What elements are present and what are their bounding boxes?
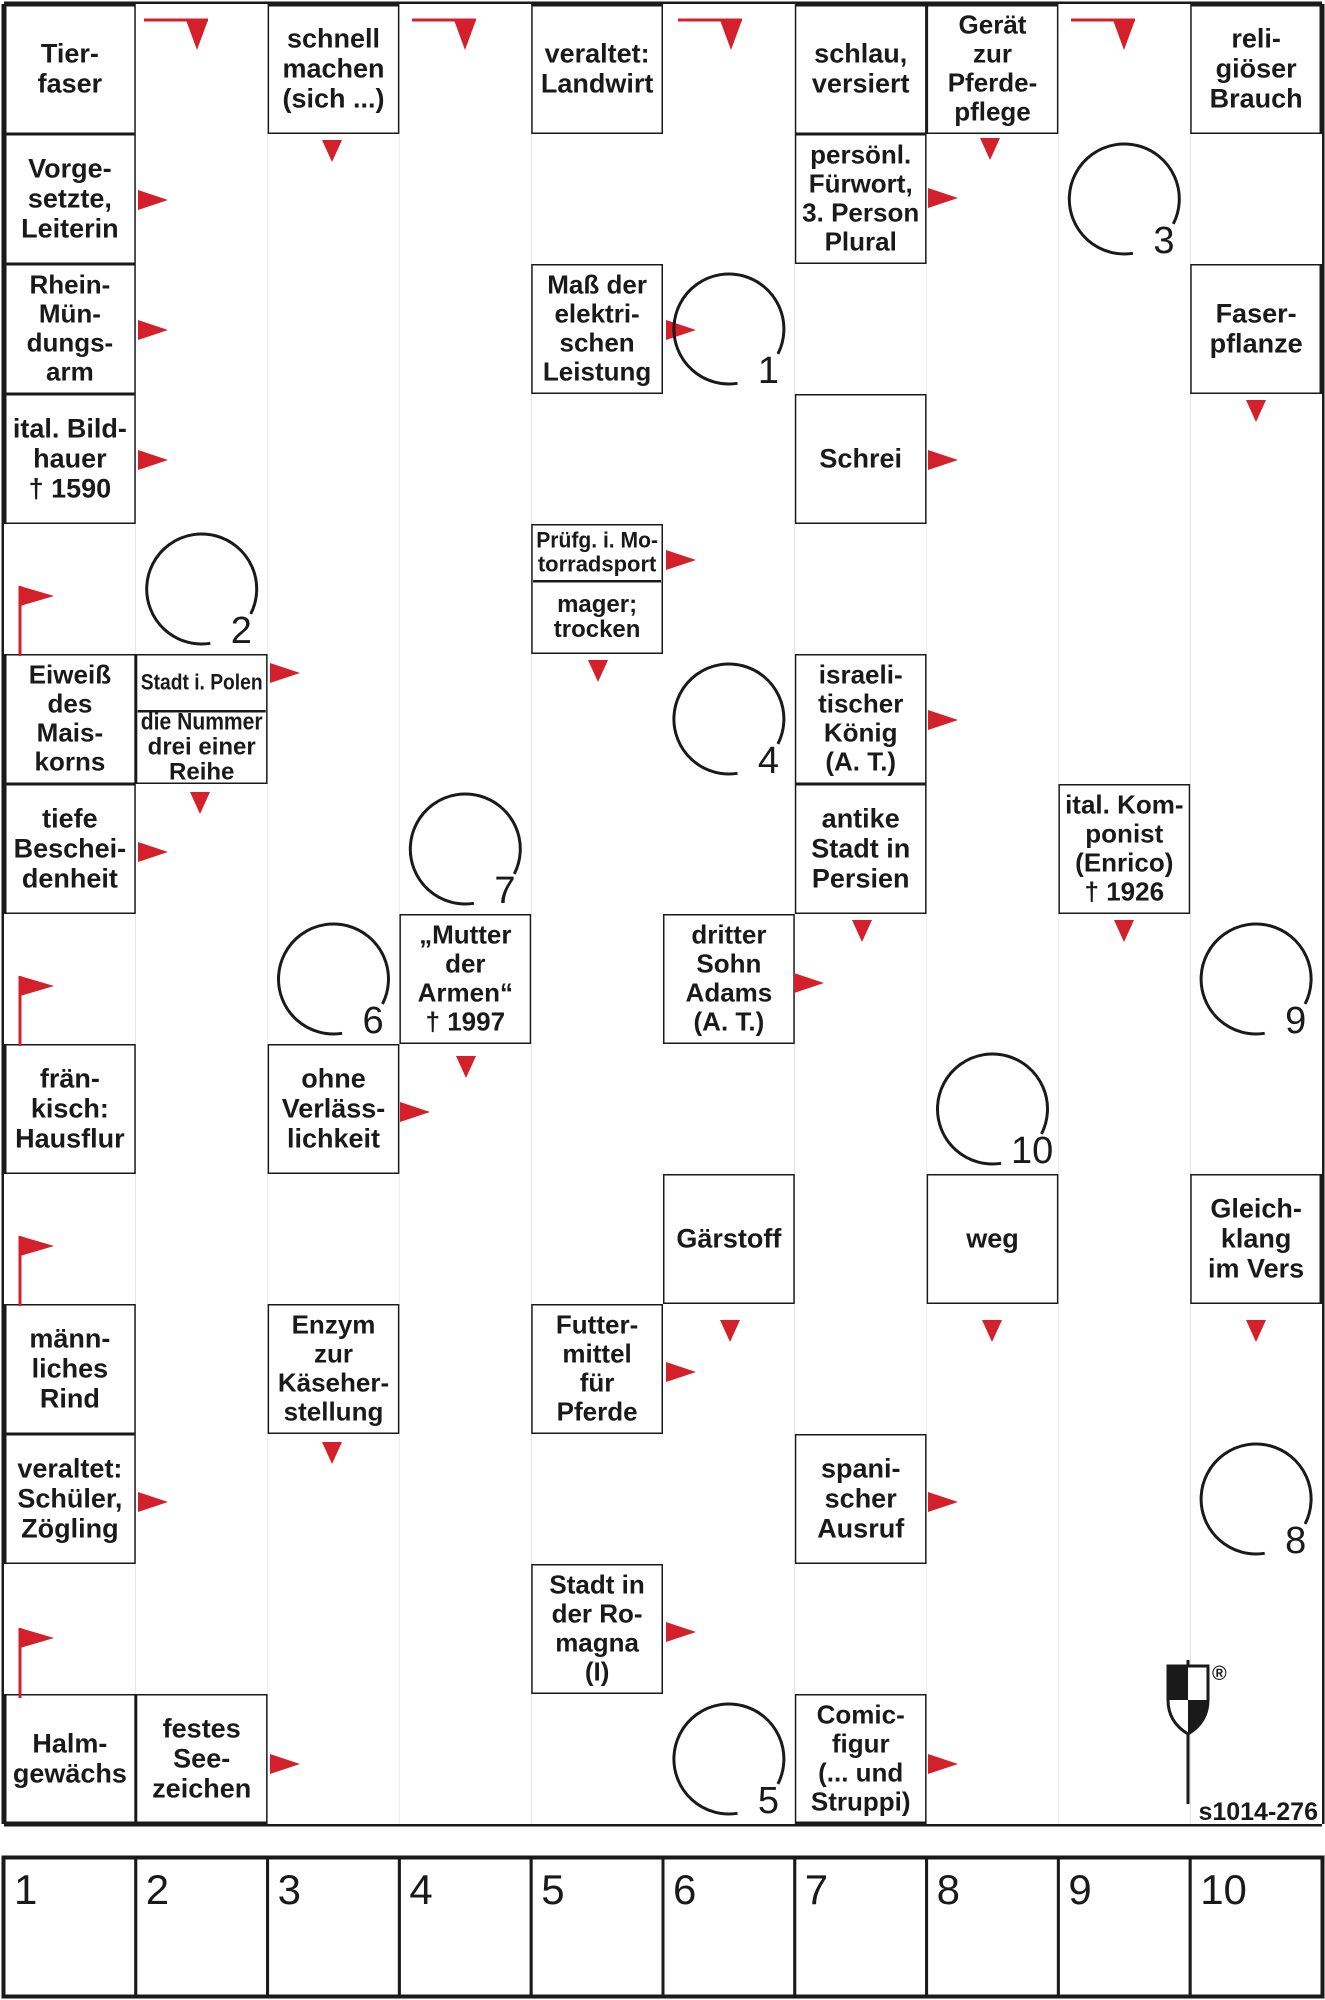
clue-text-line: ohne xyxy=(301,1063,366,1094)
answer-cell-r8-c6[interactable] xyxy=(795,1044,927,1174)
answer-cell-r12-c7[interactable] xyxy=(927,1564,1059,1694)
clue-text-line: versiert xyxy=(811,68,910,99)
clue-cell xyxy=(556,1310,638,1427)
solution-cell-number: 4 xyxy=(409,1866,433,1913)
clue-cell xyxy=(152,1713,251,1803)
answer-cell-r4-c3[interactable] xyxy=(399,524,531,654)
answer-cell-r13-c2[interactable] xyxy=(268,1694,400,1824)
clue-text-line: spani- xyxy=(820,1453,901,1484)
clue-text-line: Persien xyxy=(811,863,910,894)
answer-cell-r3-c3[interactable] xyxy=(399,394,531,524)
clue-text-line: pflege xyxy=(954,96,1031,127)
solution-cell-number: 3 xyxy=(277,1866,301,1913)
answer-cell-r11-c3[interactable] xyxy=(399,1434,531,1564)
clue-text-line: Futter- xyxy=(555,1309,639,1340)
clue-text-line: Halm- xyxy=(32,1728,108,1759)
clue-cell xyxy=(278,1310,389,1427)
solution-cell-number: 10 xyxy=(1200,1866,1247,1913)
answer-cell-r1-c9[interactable] xyxy=(1190,134,1322,264)
clue-text-line: (I) xyxy=(584,1656,610,1687)
clue-text-line: stellung xyxy=(283,1396,384,1427)
answer-cell-r12-c6[interactable] xyxy=(795,1564,927,1694)
clue-text-line: des xyxy=(47,688,93,719)
answer-cell-r6-c2[interactable] xyxy=(268,784,400,914)
answer-cell-r3-c8[interactable] xyxy=(1058,394,1190,524)
clue-text-line: Verläss- xyxy=(281,1093,386,1124)
answer-cell-r3-c5[interactable] xyxy=(663,394,795,524)
solution-circle-number: 2 xyxy=(230,609,252,652)
clue-text-line: Landwirt xyxy=(540,68,654,99)
clue-text-line: drei einer xyxy=(147,733,256,761)
clue-text-line: männ- xyxy=(29,1323,111,1354)
solution-cell-number: 7 xyxy=(804,1866,829,1913)
answer-cell-r5-c9[interactable] xyxy=(1190,654,1322,784)
answer-cell-r2-c6[interactable] xyxy=(795,264,927,394)
solution-circle-number: 6 xyxy=(362,999,384,1042)
clue-text-line: trocken xyxy=(553,616,641,644)
clue-cell xyxy=(29,1323,110,1413)
solution-cell-number: 8 xyxy=(936,1866,960,1913)
clue-cell xyxy=(1210,23,1303,113)
clue-text-line: (A. T.) xyxy=(825,746,897,777)
answer-cell-r2-c8[interactable] xyxy=(1058,264,1190,394)
answer-cell-r4-c6[interactable] xyxy=(795,524,927,654)
solution-cell-number: 2 xyxy=(145,1866,170,1913)
clue-cell xyxy=(29,660,111,777)
clue-text-line: Pferde- xyxy=(947,67,1038,98)
clue-text-line: persönl. xyxy=(810,139,912,170)
clue-cell xyxy=(541,38,654,98)
clue-text-line: Leistung xyxy=(542,356,652,387)
clue-text-line: ponist xyxy=(1085,818,1164,849)
answer-cell-r4-c5[interactable] xyxy=(663,524,795,654)
answer-cell-r6-c9[interactable] xyxy=(1190,784,1322,914)
clue-text-line: mager; xyxy=(557,591,638,619)
answer-cell-r5-c8[interactable] xyxy=(1058,654,1190,784)
clue-text-line: hauer xyxy=(33,443,107,474)
solution-circle-number: 5 xyxy=(757,1779,780,1822)
answer-cell-r11-c5[interactable] xyxy=(663,1434,795,1564)
clue-cell xyxy=(818,660,903,777)
answer-cell-r11-c8[interactable] xyxy=(1058,1434,1190,1564)
answer-cells xyxy=(4,4,1322,1824)
clue-text-line: liches xyxy=(31,1353,109,1384)
solution-circle-number: 10 xyxy=(1010,1129,1054,1172)
clue-text-line: Beschei- xyxy=(13,833,127,864)
clue-text-line: Stadt i. Polen xyxy=(140,669,263,695)
clue-text-line: Struppi) xyxy=(810,1786,911,1817)
answer-cell-r8-c1[interactable] xyxy=(136,1044,268,1174)
clue-text-line: Armen“ xyxy=(417,977,513,1008)
answer-cell-r13-c7[interactable] xyxy=(927,1694,1059,1824)
answer-cell-r4-c2[interactable] xyxy=(268,524,400,654)
clue-text-line: Leiterin xyxy=(21,213,119,244)
clue-text-line: Pferde xyxy=(556,1396,638,1427)
solution-cell-number: 1 xyxy=(14,1866,38,1913)
answer-cell-r9-c4[interactable] xyxy=(531,1174,663,1304)
clue-text-line: Käseher- xyxy=(277,1367,390,1398)
clue-cell xyxy=(812,38,910,98)
answer-cell-r1-c4[interactable] xyxy=(531,134,663,264)
clue-cell xyxy=(686,920,773,1037)
clue-text-line: See- xyxy=(173,1743,231,1774)
clue-text-line: zeichen xyxy=(152,1773,252,1804)
solution-row xyxy=(4,1858,1322,1996)
clue-text-line: denheit xyxy=(21,863,118,894)
solution-circle-number: 7 xyxy=(494,869,516,912)
answer-cell-r2-c3[interactable] xyxy=(399,264,531,394)
clue-cell xyxy=(138,709,266,786)
answer-cell-r2-c2[interactable] xyxy=(268,264,400,394)
answer-cell-r12-c1[interactable] xyxy=(136,1564,268,1694)
clue-text-line: Enzym xyxy=(291,1309,376,1340)
answer-cell-r12-c2[interactable] xyxy=(268,1564,400,1694)
clue-text-line: im Vers xyxy=(1208,1253,1305,1284)
answer-cell-r9-c3[interactable] xyxy=(399,1174,531,1304)
clue-cell xyxy=(811,803,910,893)
clue-text-line: schen xyxy=(559,327,635,358)
answer-cell-r4-c9[interactable] xyxy=(1190,524,1322,654)
clue-text-line: Mais- xyxy=(36,717,104,748)
clue-text-line: König xyxy=(823,717,898,748)
clue-text-line: giöser xyxy=(1215,53,1297,84)
clue-text-line: der xyxy=(445,948,486,979)
answer-cell-r3-c2[interactable] xyxy=(268,394,400,524)
answer-cell-r5-c3[interactable] xyxy=(399,654,531,784)
clue-text-line: † 1590 xyxy=(28,473,112,504)
clue-text-line: israeli- xyxy=(818,659,903,690)
solution-circle-number: 9 xyxy=(1285,999,1307,1042)
clue-text-line: Stadt in xyxy=(549,1569,645,1600)
clue-text-line: Maß der xyxy=(547,269,647,300)
clue-text-line: faser xyxy=(37,68,103,99)
clue-text-line: Gärstoff xyxy=(676,1223,782,1254)
clue-cell xyxy=(21,153,119,243)
clue-cell xyxy=(543,270,651,387)
clue-text-line: Prüfg. i. Mo- xyxy=(536,527,658,553)
clue-text-line: torradsport xyxy=(537,551,657,577)
clue-text-line: Faser- xyxy=(1215,298,1297,329)
answer-cell-r3-c4[interactable] xyxy=(531,394,663,524)
registered-mark: ® xyxy=(1212,1663,1227,1685)
clue-text-line: pflanze xyxy=(1209,328,1303,359)
clue-text-line: machen xyxy=(282,53,385,84)
answer-cell-r8-c9[interactable] xyxy=(1190,1044,1322,1174)
answer-cell-r12-c9[interactable] xyxy=(1190,1564,1322,1694)
clue-text-line: magna xyxy=(555,1627,640,1658)
answer-cell-r10-c3[interactable] xyxy=(399,1304,531,1434)
answer-cell-r12-c3[interactable] xyxy=(399,1564,531,1694)
clue-cell xyxy=(27,270,114,387)
clue-cell xyxy=(965,1223,1019,1253)
solution-circle-number: 1 xyxy=(757,349,780,392)
clue-cell xyxy=(282,1063,386,1153)
clue-cell xyxy=(549,1570,644,1687)
clue-cell xyxy=(1065,790,1183,907)
answer-cell-r4-c8[interactable] xyxy=(1058,524,1190,654)
answer-cell-r8-c8[interactable] xyxy=(1058,1044,1190,1174)
answer-cell-r10-c6[interactable] xyxy=(795,1304,927,1434)
clue-text-line: gewächs xyxy=(12,1758,127,1789)
answer-cell-r12-c0[interactable] xyxy=(4,1564,136,1694)
clue-text-line: † 1997 xyxy=(425,1006,506,1037)
solution-cell-number: 9 xyxy=(1068,1866,1092,1913)
clue-text-line: zur xyxy=(314,1338,353,1369)
clue-text-line: (sich ...) xyxy=(282,83,385,114)
clue-text-line: schnell xyxy=(286,23,381,54)
answer-cell-r1-c5[interactable] xyxy=(663,134,795,264)
clue-cell xyxy=(38,38,103,98)
answer-cell-r8-c5[interactable] xyxy=(663,1044,795,1174)
clue-cell xyxy=(948,10,1038,127)
clue-text-line: figur xyxy=(831,1728,890,1759)
clue-text-line: Schüler, xyxy=(17,1483,123,1514)
answer-cell-r10-c8[interactable] xyxy=(1058,1304,1190,1434)
clue-text-line: weg xyxy=(966,1223,1019,1254)
clue-text-line: dritter xyxy=(691,919,767,950)
clue-text-line: Rhein- xyxy=(29,269,111,300)
answer-cell-r6-c7[interactable] xyxy=(927,784,1059,914)
solution-circle-number: 8 xyxy=(1285,1519,1307,1562)
clue-text-line: ital. Kom- xyxy=(1065,789,1184,820)
clue-text-line: tischer xyxy=(818,688,904,719)
puzzle-code: s1014-276 xyxy=(1198,1798,1318,1826)
clue-text-line: der Ro- xyxy=(551,1598,643,1629)
clue-text-line: festes xyxy=(162,1713,241,1744)
answer-cell-r6-c4[interactable] xyxy=(531,784,663,914)
clue-cell xyxy=(676,1223,782,1253)
clue-text-line: Ausruf xyxy=(817,1513,905,1544)
clue-text-line: die Nummer xyxy=(140,708,263,736)
clue-cell xyxy=(13,413,127,503)
clue-text-line: zur xyxy=(973,38,1012,69)
answer-cell-r10-c1[interactable] xyxy=(136,1304,268,1434)
clue-text-line: Brauch xyxy=(1209,83,1303,114)
clue-text-line: Gleich- xyxy=(1210,1193,1302,1224)
clue-text-line: dungs- xyxy=(26,327,114,358)
answer-cell-r9-c8[interactable] xyxy=(1058,1174,1190,1304)
clue-cell xyxy=(13,1728,127,1788)
answer-cell-r7-c1[interactable] xyxy=(136,914,268,1044)
clue-text-line: Sohn xyxy=(696,948,762,979)
clue-text-line: Tier- xyxy=(40,38,99,69)
clue-text-line: (Enrico) xyxy=(1075,847,1174,878)
answer-cell-r13-c3[interactable] xyxy=(399,1694,531,1824)
clue-text-line: Mün- xyxy=(38,298,101,329)
clue-text-line: korns xyxy=(34,746,106,777)
solution-circle-number: 4 xyxy=(757,739,780,782)
clue-text-line: ital. Bild- xyxy=(12,413,127,444)
answer-cell-r4-c7[interactable] xyxy=(927,524,1059,654)
clue-text-line: arm xyxy=(46,356,94,387)
clue-text-line: reli- xyxy=(1231,23,1281,54)
solution-cell-number: 5 xyxy=(541,1866,565,1913)
clue-text-line: Vorge- xyxy=(28,153,112,184)
clue-text-line: veraltet: xyxy=(544,38,650,69)
clue-text-line: antike xyxy=(821,803,900,834)
answer-cell-r6-c5[interactable] xyxy=(663,784,795,914)
clue-cell xyxy=(802,140,919,257)
clue-text-line: frän- xyxy=(39,1063,100,1094)
clue-cell xyxy=(819,443,902,473)
clue-text-line: Schrei xyxy=(819,443,902,474)
clue-cell xyxy=(138,669,266,711)
clue-cell xyxy=(15,1063,125,1153)
clue-text-line: kisch: xyxy=(30,1093,109,1124)
answer-cell-r2-c7[interactable] xyxy=(927,264,1059,394)
clue-text-line: elektri- xyxy=(554,298,640,329)
clue-text-line: Fürwort, xyxy=(808,168,913,199)
answer-cell-r13-c4[interactable] xyxy=(531,1694,663,1824)
answer-cell-r9-c2[interactable] xyxy=(268,1174,400,1304)
clue-cell xyxy=(14,803,127,893)
clue-text-line: (A. T.) xyxy=(693,1006,765,1037)
clue-text-line: mittel xyxy=(562,1338,632,1369)
answer-cell-r7-c4[interactable] xyxy=(531,914,663,1044)
answer-cell-r1-c3[interactable] xyxy=(399,134,531,264)
clue-cell xyxy=(282,23,384,113)
clue-cell xyxy=(817,1453,905,1543)
solution-circle-number: 3 xyxy=(1153,219,1175,262)
clue-text-line: Plural xyxy=(824,226,897,257)
clue-text-line: setzte, xyxy=(27,183,112,214)
clue-text-line: für xyxy=(579,1367,615,1398)
clue-text-line: Reihe xyxy=(169,758,235,786)
clue-text-line: Zögling xyxy=(21,1513,119,1544)
clue-text-line: Hausflur xyxy=(15,1123,125,1154)
clue-cell xyxy=(418,920,513,1037)
clue-cell xyxy=(1208,1193,1304,1283)
clue-text-line: Eiweiß xyxy=(28,659,112,690)
clue-text-line: † 1926 xyxy=(1084,876,1165,907)
clue-cell xyxy=(811,1700,911,1817)
clue-text-line: Comic- xyxy=(816,1699,905,1730)
clue-text-line: (... und xyxy=(818,1757,904,1788)
clue-text-line: schlau, xyxy=(814,38,908,69)
clue-cell xyxy=(533,527,661,581)
clue-cell xyxy=(1210,298,1303,358)
answer-cell-r9-c6[interactable] xyxy=(795,1174,927,1304)
answer-cell-r7-c7[interactable] xyxy=(927,914,1059,1044)
clue-text-line: scher xyxy=(824,1483,897,1514)
clue-text-line: lichkeit xyxy=(286,1123,381,1154)
clue-text-line: klang xyxy=(1220,1223,1292,1254)
clue-text-line: Stadt in xyxy=(811,833,911,864)
solution-cell-number: 6 xyxy=(673,1866,697,1913)
clue-text-line: „Mutter xyxy=(419,919,512,950)
clue-text-line: Gerät xyxy=(958,9,1027,40)
clue-text-line: 3. Person xyxy=(802,197,920,228)
clue-text-line: Adams xyxy=(685,977,773,1008)
clue-text-line: veraltet: xyxy=(17,1453,123,1484)
clue-cell xyxy=(17,1453,122,1543)
answer-cell-r9-c1[interactable] xyxy=(136,1174,268,1304)
answer-cell-r11-c4[interactable] xyxy=(531,1434,663,1564)
clue-text-line: tiefe xyxy=(42,803,98,834)
clue-cell xyxy=(533,581,661,643)
answer-cell-r8-c4[interactable] xyxy=(531,1044,663,1174)
clue-text-line: Rind xyxy=(39,1383,100,1414)
